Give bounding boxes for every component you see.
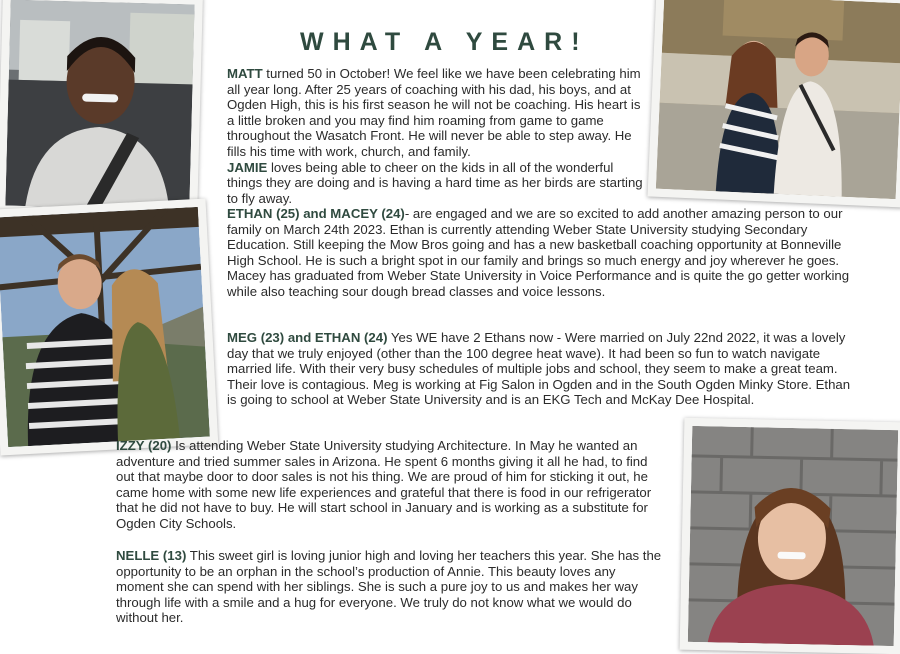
matt-name: MATT xyxy=(227,66,263,81)
nelle-name: NELLE (13) xyxy=(116,548,187,563)
page-title: WHAT A YEAR! xyxy=(300,28,589,56)
matt-section xyxy=(227,66,647,206)
photo-meg-ethan xyxy=(647,0,900,207)
nelle-image xyxy=(688,426,898,646)
meg-ethan-name: MEG (23) and ETHAN (24) xyxy=(227,330,388,345)
matt-car-image xyxy=(5,0,194,210)
ethan-macey-image xyxy=(0,207,210,447)
photo-ethan-macey xyxy=(0,198,218,455)
meg-ethan-section xyxy=(227,330,857,408)
nelle-section xyxy=(116,548,664,626)
ethan-macey-name: ETHAN (25) and MACEY (24) xyxy=(227,206,405,221)
ethan-macey-section xyxy=(227,206,863,300)
izzy-text: Is attending Weber State University studying Architecture. In May he wanted an adventure and tried summer sales in Arizona. He spent 6 months giving it all he had, to find out that maybe door to door sales is not his thing. We are proud of him for sticking it out, he came home with some new life experiences and grateful that there is food in our refrigerator that he did not have to buy. He will start school in January and is working as a substitute for Ogden City Schools. xyxy=(116,438,652,531)
izzy-name: IZZY (20) xyxy=(116,438,172,453)
meg-ethan-text: Yes WE have 2 Ethans now - Were married on July 22nd 2022, it was a lovely day that we truly enjoyed (other than the 100 degree heat wave). It had been so fun to watch navigate married life. With their very busy schedules of multiple jobs and school, they seem to make a great team. Their love is contagious. Meg is working at Fig Salon in Ogden and in the South Ogden Minky Store. Ethan is going to school at Weber State University and is an EKG Tech and McKay Dee Hospital. xyxy=(227,330,851,408)
jamie-name: JAMIE xyxy=(227,159,268,175)
meg-ethan-image xyxy=(656,0,900,199)
nelle-text: This sweet girl is loving junior high and loving her teachers this year. She has the opportunity to be an orphan in the school’s production of Annie. This beauty loves any moment she can spend with her siblings. She is such a pure joy to us and makes her way through life with a smile and a hug for everyone. We truly do not know what we would do without her. xyxy=(116,548,662,626)
jamie-text: loves being able to cheer on the kids in all of the wonderful things they are doing and is having a hard time as her birds are starting to fly away. xyxy=(227,159,643,206)
ethan-macey-text: - are engaged and we are so excited to add another amazing person to our family on March 24th 2023. Ethan is currently attending Weber State University studying Secondary Education. Still keeping the Mow Bros going and has a new basketball coaching opportunity at Bonneville High School. He is such a bright spot in our family and brings so much energy and joy wherever he goes. Macey has graduated from Weber State University in Voice Performance and is quite the go getter working while also teaching sour dough bread classes and voice lessons. xyxy=(227,206,850,299)
izzy-section xyxy=(116,438,652,532)
photo-matt-car xyxy=(0,0,203,219)
matt-text: turned 50 in October! We feel like we have been celebrating him all year long. After 25 years of coaching with his dad, his boys, and at Ogden High, this is his first season he will not be coaching. His heart is a little broken and you may find him roaming from game to game throughout the Wasatch Front. He will never be able to step away. He fills his time with work, church, and family. xyxy=(227,66,641,159)
photo-nelle xyxy=(680,418,900,654)
